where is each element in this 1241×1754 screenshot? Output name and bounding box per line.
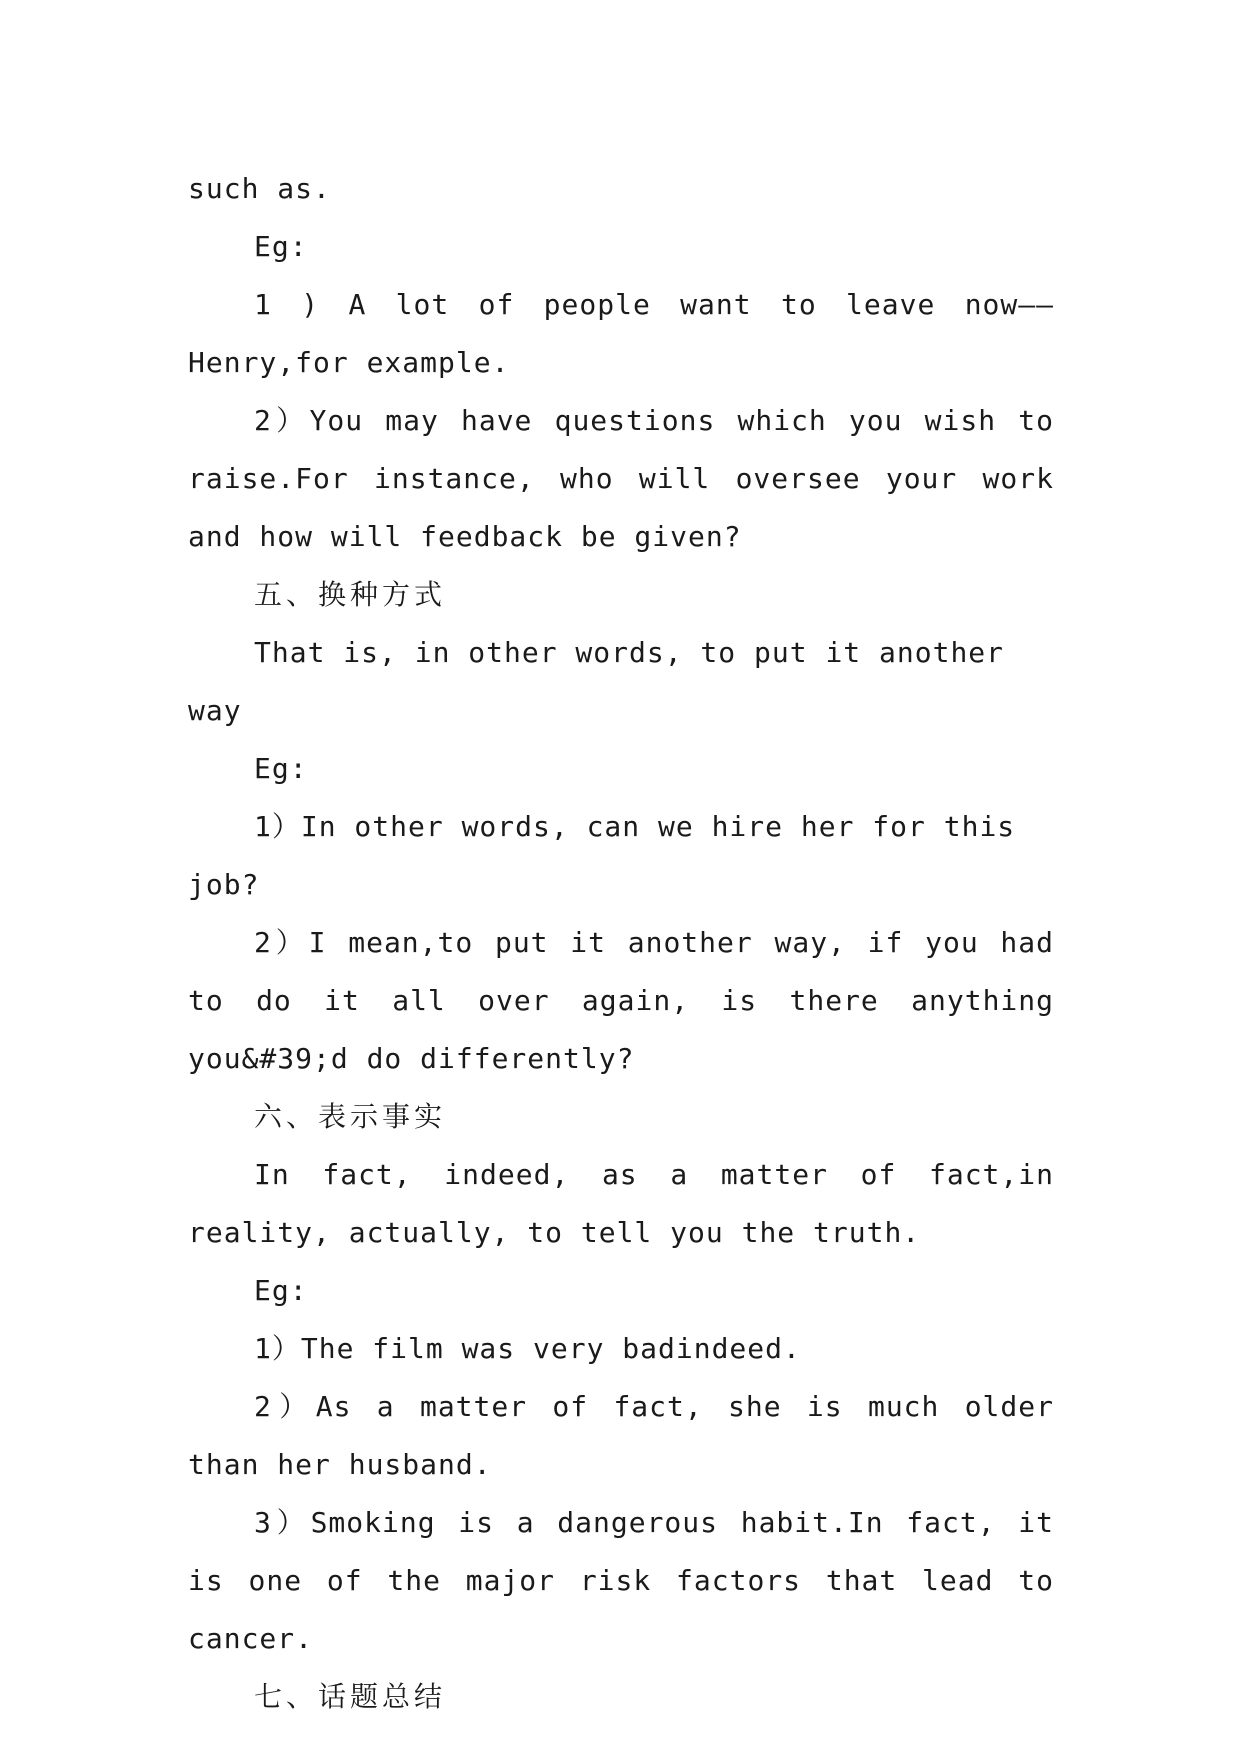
example-sentence: 2）I mean,to put it another way, if you had to do it all over again, is there anything you&#39;d do differently?: [188, 926, 1054, 1075]
example-sentence: 2）As a matter of fact, she is much older than her husband.: [188, 1390, 1054, 1481]
example-sentence: 1 ) A lot of people want to leave now——Henry,for example.: [188, 288, 1054, 379]
eg-label: Eg:: [254, 230, 308, 263]
paragraph-phrases: That is, in other words, to put it another way: [188, 636, 1005, 727]
document-body: [188, 160, 1054, 1726]
paragraph-such-as: such as.: [188, 172, 331, 205]
section-heading: 五、换种方式: [254, 578, 447, 611]
example-sentence: 1）The film was very badindeed.: [254, 1332, 801, 1365]
example-sentence: 1）In other words, can we hire her for this job?: [188, 810, 1016, 901]
example-sentence: 2）You may have questions which you wish to raise.For instance, who will oversee your work and how will feedback be given?: [188, 404, 1054, 553]
section-heading: 六、表示事实: [254, 1100, 447, 1133]
eg-label: Eg:: [254, 1274, 308, 1307]
eg-label: Eg:: [254, 752, 308, 785]
paragraph-phrases: In fact, indeed, as a matter of fact,in reality, actually, to tell you the truth.: [188, 1158, 1054, 1249]
section-heading: 七、话题总结: [254, 1680, 447, 1713]
example-sentence: 3）Smoking is a dangerous habit.In fact, it is one of the major risk factors that lead to cancer.: [188, 1506, 1054, 1655]
